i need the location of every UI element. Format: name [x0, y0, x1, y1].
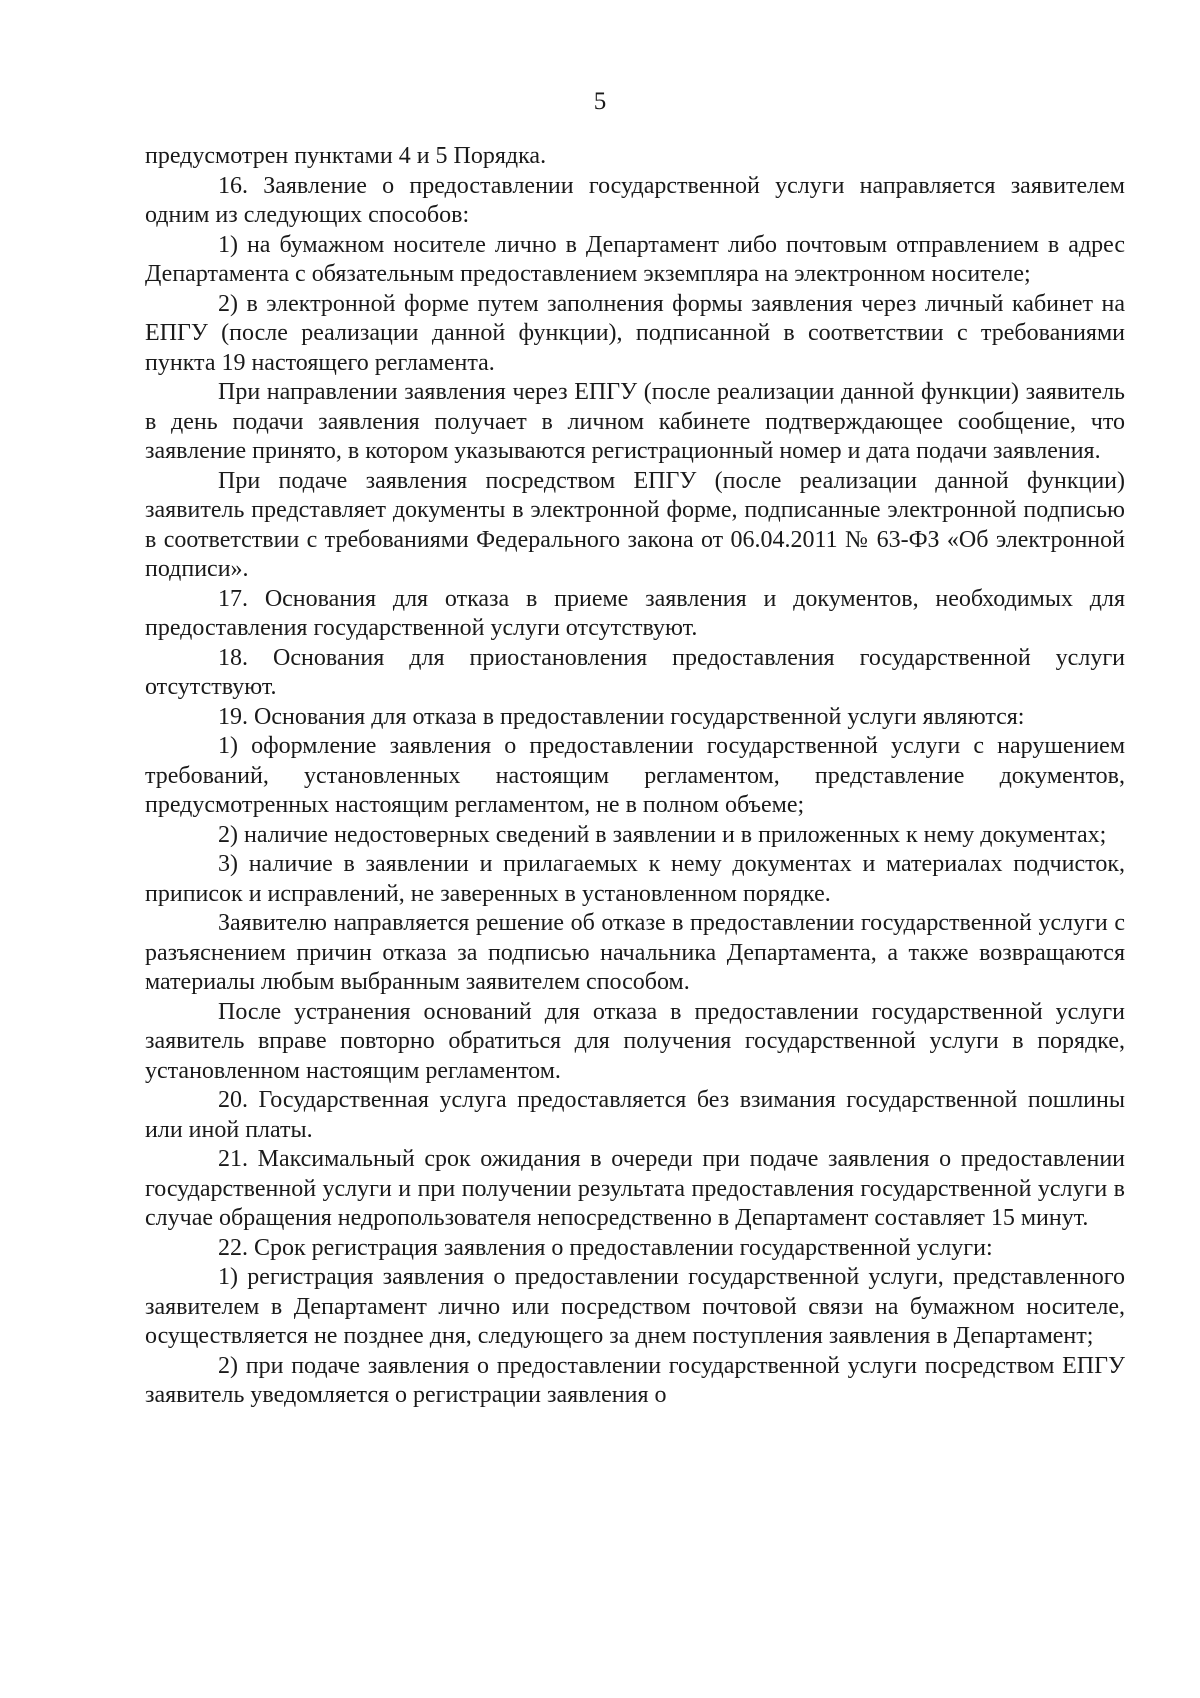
paragraph-continuation: предусмотрен пунктами 4 и 5 Порядка.: [145, 143, 547, 169]
paragraph-reapplication: После устранения оснований для отказа в предоставлении государственной услуги заявитель вправе повторно обратиться для получения государственной услуги в порядке, установленном настоящим регламентом.: [145, 998, 1125, 1084]
paragraph-item-19-1: 1) оформление заявления о предоставлении государственной услуги с нарушением требований, установленных настоящим регламентом, представление документов, предусмотренных настоящим регламентом, не в полном объеме;: [145, 733, 1125, 818]
paragraph-item-16-2: 2) в электронной форме путем заполнения формы заявления через личный кабинет на ЕПГУ (после реализации данной функции), подписанной в соответствии с требованиями пункта 19 настоящего регламента.: [145, 290, 1125, 376]
paragraph-epgu-documents: При подаче заявления посредством ЕПГУ (после реализации данной функции) заявитель представляет документы в электронной форме, подписанные электронной подписью в соответствии с требованиями Федерального закона от 06.04.2011 № 63-ФЗ «Об электронной подписи».: [145, 467, 1125, 582]
document-body: [145, 142, 1125, 1411]
paragraph-item-22: 22. Срок регистрация заявления о предоставлении государственной услуги:: [218, 1234, 993, 1261]
paragraph-item-17: 17. Основания для отказа в приеме заявления и документов, необходимых для предоставления государственной услуги отсутствуют.: [145, 585, 1125, 641]
paragraph-epgu-submission: При направлении заявления через ЕПГУ (после реализации данной функции) заявитель в день подачи заявления получает в личном кабинете подтверждающее сообщение, что заявление принято, в котором указываются регистрационный номер и дата подачи заявления.: [145, 379, 1125, 464]
paragraph-item-19-3: 3) наличие в заявлении и прилагаемых к нему документах и материалах подчисток, приписок и исправлений, не заверенных в установленном порядке.: [145, 851, 1125, 907]
paragraph-item-22-1: 1) регистрация заявления о предоставлении государственной услуги, представленного заявителем в Департамент лично или посредством почтовой связи на бумажном носителе, осуществляется не позднее дня, следующего за днем поступления заявления в Департамент;: [145, 1264, 1125, 1349]
paragraph-item-22-2: 2) при подаче заявления о предоставлении государственной услуги посредством ЕПГУ заявитель уведомляется о регистрации заявления о: [145, 1352, 1125, 1408]
paragraph-item-19-2: 2) наличие недостоверных сведений в заявлении и в приложенных к нему документах;: [218, 821, 1107, 848]
paragraph-item-18: 18. Основания для приостановления предоставления государственной услуги отсутствуют.: [145, 644, 1125, 700]
paragraph-item-21: 21. Максимальный срок ожидания в очереди при подаче заявления о предоставлении государственной услуги и при получении результата предоставления государственной услуги в случае обращения недропользователя непосредственно в Департамент составляет 15 минут.: [145, 1146, 1125, 1231]
paragraph-item-16: 16. Заявление о предоставлении государственной услуги направляется заявителем одним из следующих способов:: [145, 172, 1125, 228]
page-number: 5: [593, 88, 607, 115]
paragraph-refusal-notice: Заявителю направляется решение об отказе в предоставлении государственной услуги с разъяснением причин отказа за подписью начальника Департамента, а также возвращаются материалы любым выбранным заявителем способом.: [145, 910, 1125, 995]
paragraph-item-19: 19. Основания для отказа в предоставлении государственной услуги являются:: [218, 703, 1025, 730]
paragraph-item-20: 20. Государственная услуга предоставляется без взимания государственной пошлины или иной платы.: [145, 1087, 1125, 1143]
paragraph-item-16-1: 1) на бумажном носителе лично в Департамент либо почтовым отправлением в адрес Департамента с обязательным предоставлением экземпляра на электронном носителе;: [145, 231, 1125, 287]
